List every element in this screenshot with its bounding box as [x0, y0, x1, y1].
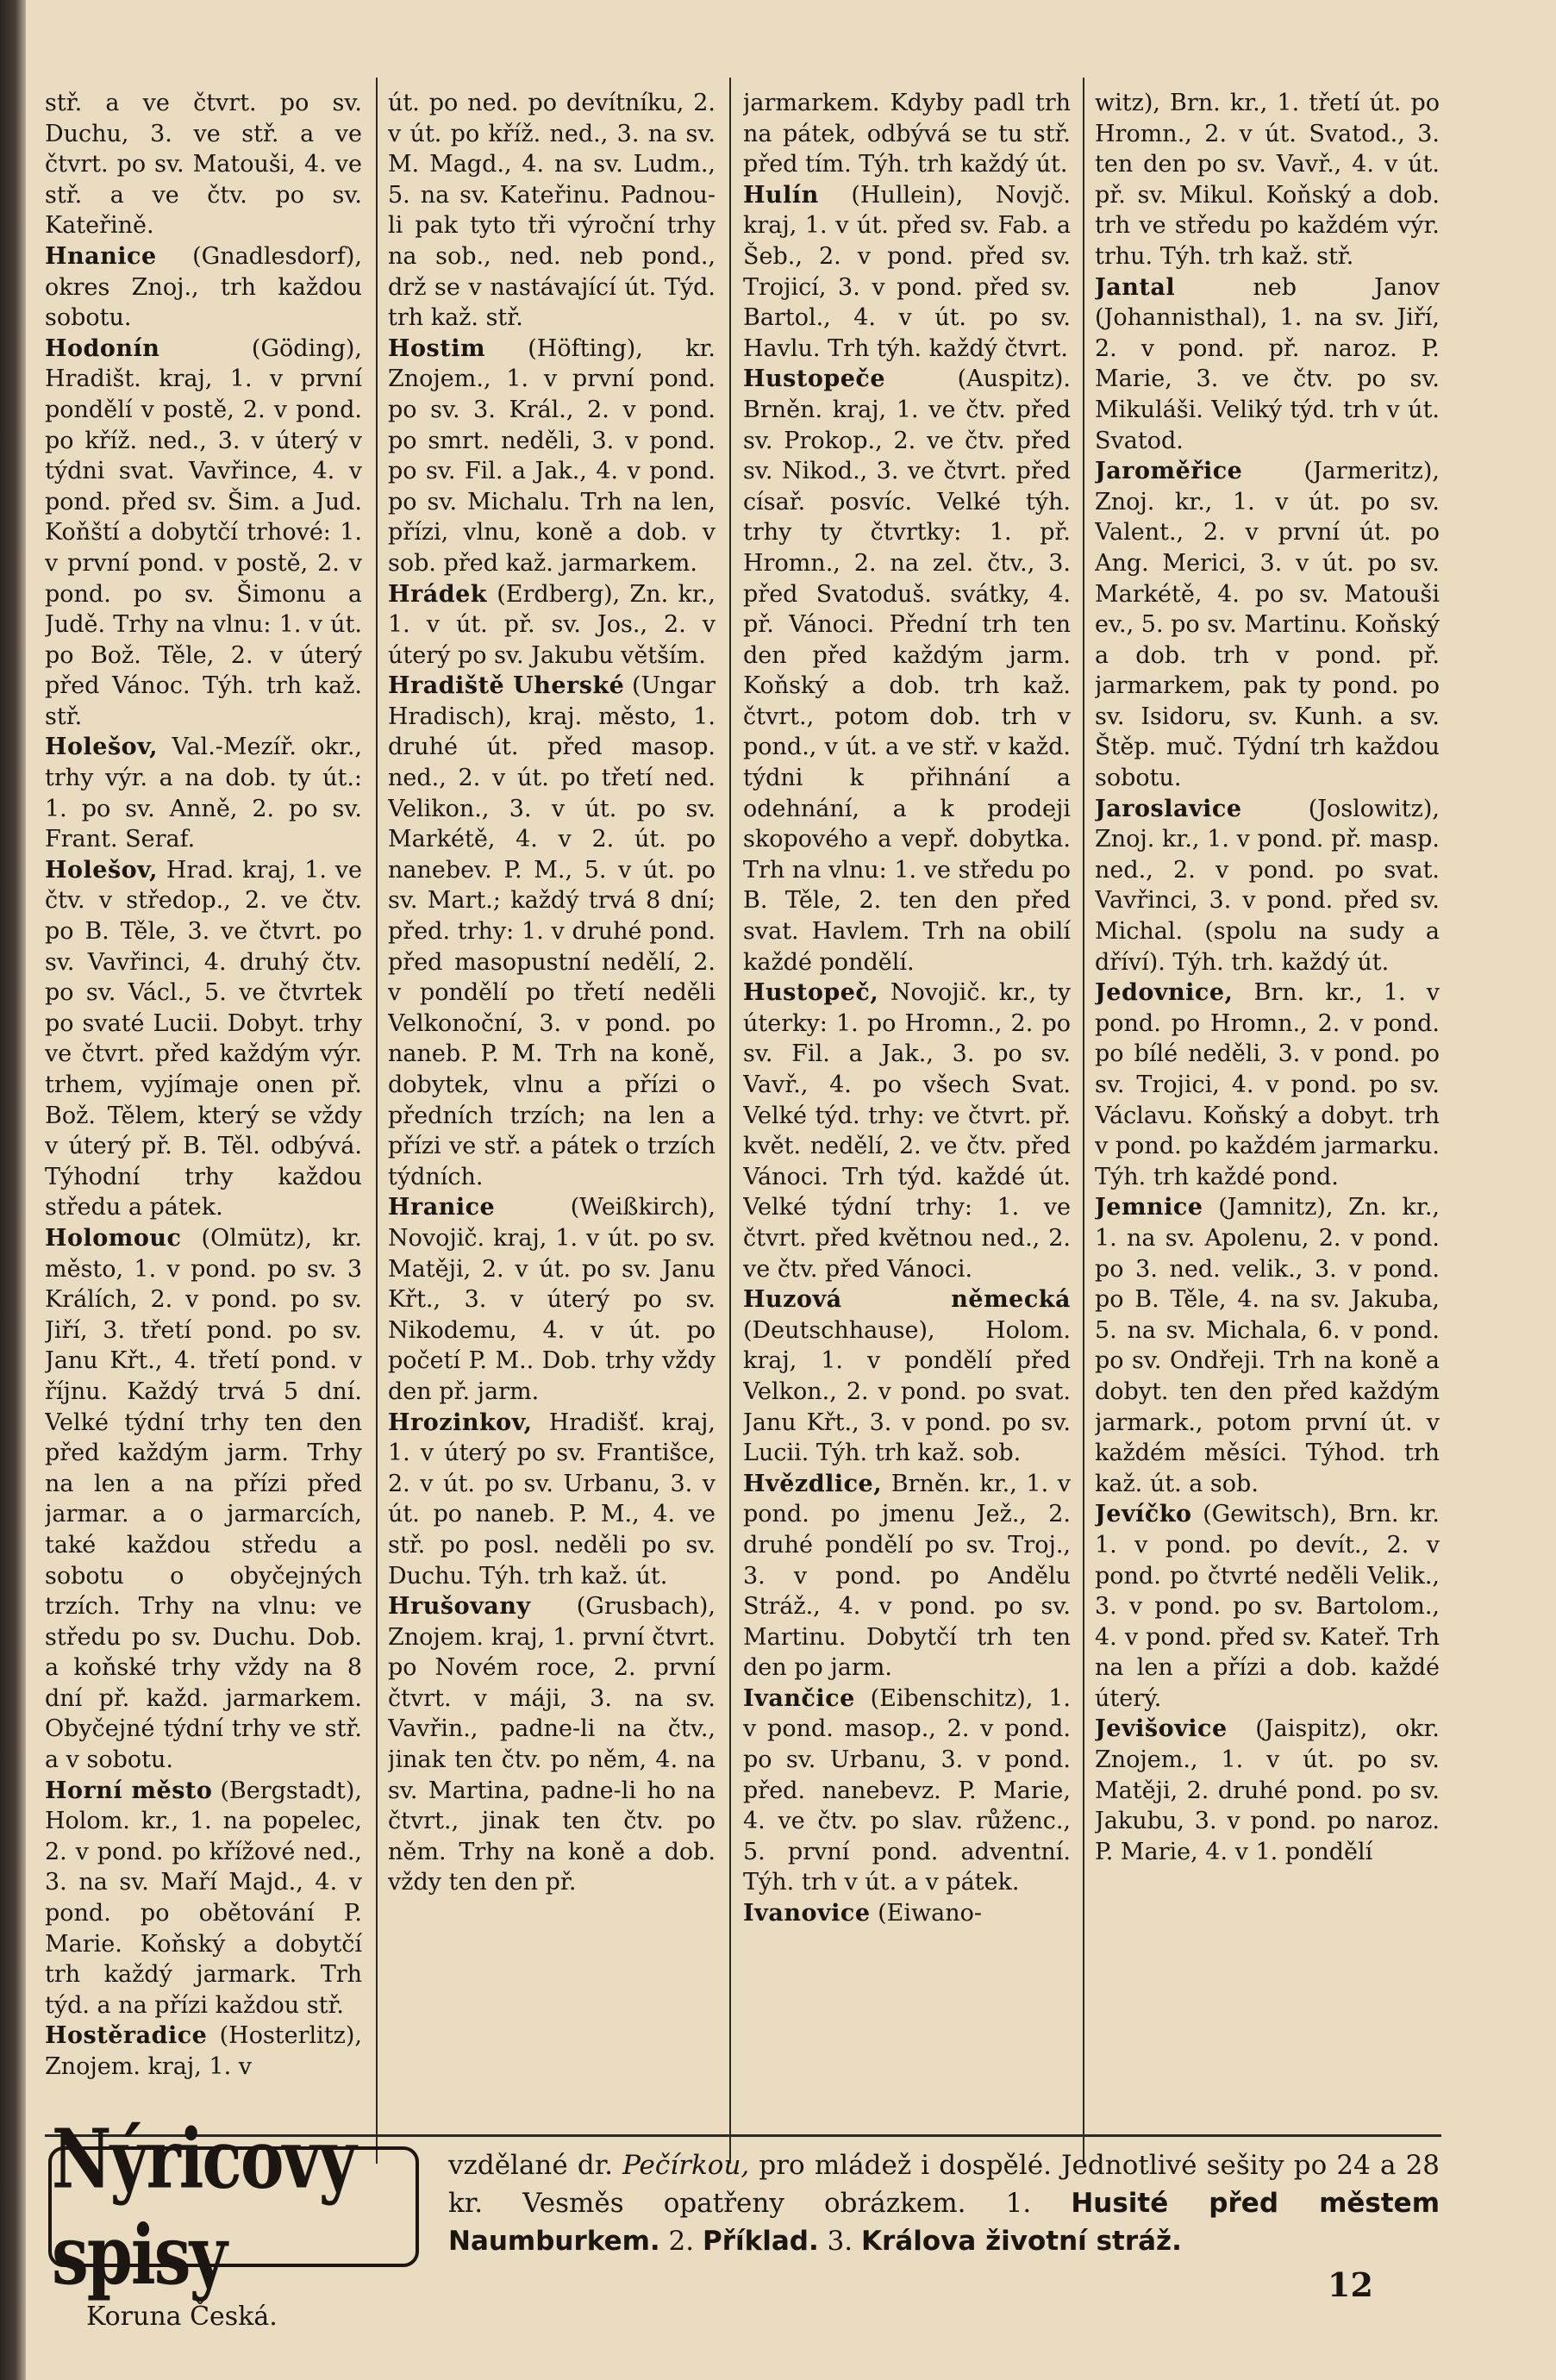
entry-headword: Jaroměřice [1095, 458, 1243, 485]
binding-edge [0, 0, 26, 2380]
market-entry [45, 334, 362, 733]
market-entry [1095, 1714, 1440, 1867]
entry-text: (Göding), Hradišt. kraj, 1. v první pondělí v postě, 2. v pond. po kříž. ned., 3. v úterý v týdni svat. Vavřince, 4. v pond. před sv. Šim. a Jud. Koňští a dobytčí trhové: 1. v první pond. v postě, 2. v pond. po sv. Šimonu a Judě. Trhy na vlnu: 1. v út. po Bož. Těle, 2. v úterý před Vánoc. Týh. trh kaž. stř. [45, 334, 362, 730]
market-entry [1095, 88, 1440, 272]
entry-text: (Grusbach), Znojem. kraj, 1. první čtvrt. po Novém roce, 2. první čtvrt. v máji, 3. na sv. Vavřin., padne-li na čtv., jinak ten čtv. po něm, 4. na sv. Martina, padne-li ho na čtvrt., jinak ten čtv. po něm. Trhy na koně a dob. vždy ten den př. [388, 1593, 716, 1896]
page-number: 12 [1328, 2265, 1373, 2304]
entry-headword: Hrozinkov, [388, 1409, 533, 1436]
text-column-2 [388, 88, 716, 2157]
entry-headword: Hvězdlice, [743, 1470, 883, 1497]
entry-headword: Jevíčko [1095, 1501, 1192, 1528]
entry-headword: Holešov, [45, 856, 159, 884]
ad-text-part: 2. [659, 2226, 703, 2257]
market-entry [45, 88, 362, 241]
market-entry [388, 1591, 716, 1898]
entry-text: stř. a ve čtvrt. po sv. Duchu, 3. ve stř. a ve čtvrt. po sv. Matouši, 4. ve stř. a ve čtv. po sv. Kateřině. [45, 90, 362, 240]
text-column-3 [743, 88, 1071, 2157]
entry-text: Hrad. kraj, 1. ve čtv. v středop., 2. ve čtv. po B. Těle, 3. ve čtvrt. po sv. Vavřinci, 4. druhý čtv. po sv. Václ., 5. ve čtvrtek po svaté Lucii. Dobyt. trhy ve čtvrt. před každým výr. trhem, vyjímaje onen př. Bož. Tělem, který se vždy v úterý př. B. Těl. odbývá. Týhodní trhy každou středu a pátek. [45, 856, 362, 1221]
entry-headword: Hranice [388, 1194, 496, 1221]
ad-book-title: Králova životní stráž. [861, 2226, 1182, 2257]
market-entry [1095, 794, 1440, 978]
entry-headword: Hostim [388, 334, 486, 362]
market-entry [743, 1898, 1071, 1929]
market-entry [45, 1776, 362, 2021]
ad-text-part: 3. [818, 2226, 862, 2257]
market-entry [743, 180, 1071, 365]
entry-text: (Hullein), Novjč. kraj, 1. v út. před sv. Fab. a Šeb., 2. v pond. před sv. Trojicí, 3. v pond. před sv. Bartol., 4. v út. po sv. Havlu. Trh týh. každý čtvrt. [743, 181, 1071, 362]
market-entry [388, 334, 716, 579]
entry-text: (Hosterlitz), Znojem. kraj, 1. v [45, 2022, 362, 2080]
market-entry [743, 364, 1071, 978]
entry-text: (Deutschhause), Holom. kraj, 1. v pondělí před Velkon., 2. v pond. po svat. Janu Křt., 3. v pond. po sv. Lucii. Týh. trh kaž. sob. [743, 1316, 1071, 1467]
entry-text: witz), Brn. kr., 1. třetí út. po Hromn., 2. v út. Svatod., 3. ten den po sv. Vavř., 4. v út. př. sv. Mikul. Koňský a dob. trh ve středu po každém výr. trhu. Týh. trh kaž. stř. [1095, 90, 1440, 270]
market-entry [45, 732, 362, 854]
market-entry [45, 2021, 362, 2082]
entry-text: (Weißkirch), Novojič. kraj, 1. v út. po sv. Matěji, 2. v út. po sv. Janu Křt., 3. v úterý po sv. Nikodemu, 4. v út. po početí P. M.. Dob. trhy vždy den př. jarm. [388, 1194, 716, 1405]
entry-headword: Hustopeče [743, 365, 885, 393]
entry-text: (Erdberg), Zn. kr., 1. v út. př. sv. Jos., 2. v úterý po sv. Jakubu větším. [388, 580, 716, 669]
entry-text: Brněn. kr., 1. v pond. po jmenu Jež., 2. druhé pondělí po sv. Troj., 3. v pond. po Andělu Stráž., 4. v pond. po sv. Martinu. Dobytčí trh ten den po jarm. [743, 1470, 1071, 1682]
entry-text: jarmarkem. Kdyby padl trh na pátek, odbývá se tu stř. před tím. Týh. trh každý út. [743, 90, 1071, 178]
advertisement-title: Nýricovy spisy [52, 2110, 355, 2303]
entry-text: (Jaispitz), okr. Znojem., 1. v út. po sv. Matěji, 2. druhé pond. po sv. Jakubu, 3. v pond. po naroz. P. Marie, 4. v 1. pondělí [1095, 1715, 1440, 1865]
market-entry [388, 1192, 716, 1407]
entry-headword: Jemnice [1095, 1194, 1203, 1221]
entry-text: (Auspitz). Brněn. kraj, 1. ve čtv. před sv. Prokop., 2. ve čtv. před sv. Nikod., 3. ve čtvrt. před císař. posvíc. Velké týh. trhy ty čtvrtky: 1. př. Hromn., 2. na zel. čtv., 3. před Svatoduš. svátky, 4. př. Vánoci. Přední trh ten den před každým jarm. Koňský a dob. trh kaž. čtvrt., potom dob. trh v pond., v út. a ve stř. v každ. týdni k přihnání a odehnání, a k prodeji skopového a vepř. dobytka. Trh na vlnu: 1. ve středu po B. Těle, 2. ten den před svat. Havlem. Trh na obilí každé pondělí. [743, 365, 1071, 976]
entry-headword: Hodonín [45, 334, 160, 362]
column-rule [1083, 78, 1084, 2164]
entry-headword: Holomouc [45, 1224, 182, 1252]
market-entry [388, 671, 716, 1192]
text-column-1 [45, 88, 362, 2157]
entry-text: (Höfting), kr. Znojem., 1. v první pond. po sv. 3. Král., 2. v pond. po smrt. neděli, 3. v pond. po sv. Fil. a Jak., 4. v pond. po sv. Michalu. Trh na len, přízi, vlnu, koně a dob. v sob. před kaž. jarmarkem. [388, 334, 716, 577]
entry-headword: Hustopeč, [743, 979, 879, 1007]
market-entry [1095, 978, 1440, 1192]
entry-text: (Eibenschitz), 1. v pond. masop., 2. v pond. po sv. Urbanu, 3. v pond. před. nanebevz. P. Marie, 4. ve čtv. po slav. růženc., 5. první pond. adventní. Týh. trh v út. a v pátek. [743, 1684, 1071, 1896]
market-entry [1095, 1192, 1440, 1499]
text-column-4 [1095, 88, 1440, 2157]
entry-headword: Hrušovany [388, 1593, 531, 1621]
entry-headword: Jantal [1095, 273, 1176, 301]
market-entry [1095, 1499, 1440, 1714]
entry-text: (Jamnitz), Zn. kr., 1. na sv. Apolenu, 2. v pond. po 3. ned. velik., 3. v pond. po B. Těle, 4. na sv. Jakuba, 5. na sv. Michala, 6. v pond. po sv. Ondřeji. Trh na koně a dobyt. ten den před každým jarmark., potom první út. v každém měsíci. Týhod. trh kaž. út. a sob. [1095, 1194, 1440, 1497]
column-rule [376, 78, 378, 2164]
market-entry [1095, 456, 1440, 794]
entry-text: Hradišť. kraj, 1. v úterý po sv. Františce, 2. v út. po sv. Urbanu, 3. v út. po naneb. P. M., 4. ve stř. po posl. neděli po sv. Duchu. Týh. trh kaž. út. [388, 1409, 716, 1590]
entry-headword: Hrádek [388, 580, 487, 608]
entry-headword: Holešov, [45, 734, 159, 761]
advertisement-title-box [48, 2110, 419, 2303]
entry-headword: Hradiště Uherské [388, 672, 625, 700]
ad-book-title: Husité před městem Naumburkem. [448, 2188, 1440, 2257]
entry-headword: Hulín [743, 181, 819, 209]
market-entry [743, 1284, 1071, 1469]
market-entry [743, 1469, 1071, 1683]
ad-text-part: vzdělané dr. [448, 2150, 623, 2181]
ad-book-title: Příklad. [702, 2226, 819, 2257]
market-entry [45, 1223, 362, 1776]
column-rule [729, 78, 731, 2164]
market-entry [45, 855, 362, 1223]
entry-headword: Horní město [45, 1777, 213, 1804]
advertisement-text [448, 2146, 1440, 2260]
advertisement-subtitle: Koruna Česká. [86, 2302, 278, 2332]
entry-text: (Bergstadt), Holom. kr., 1. na popelec, 2. v pond. po křížové ned., 3. na sv. Maří Majd., 4. v pond. po obětování P. Marie. Koňský a dobytčí trh každý jarmark. Trh týd. a na přízi každou stř. [45, 1777, 362, 2019]
entry-headword: Jevišovice [1095, 1715, 1228, 1743]
entry-text: (Olmütz), kr. město, 1. v pond. po sv. 3 Králích, 2. v pond. po sv. Jiří, 3. třetí pond. po sv. Janu Křt., 4. třetí pond. v říjnu. Každý trvá 5 dní. Velké týdní trhy ten den před každým jarm. Trhy na len a na přízi před jarmar. a o jarmarcích, také každou středu a sobotu o obyčejných trzích. Trhy na vlnu: ve středu po sv. Duchu. Dob. a koňské trhy vždy na 8 dní př. každ. jarmarkem. Obyčejné týdní trhy ve stř. a v sobotu. [45, 1224, 362, 1774]
entry-headword: Ivanovice [743, 1900, 871, 1927]
market-entry [1095, 272, 1440, 457]
entry-text: neb Janov (Johannisthal), 1. na sv. Jiří, 2. v pond. př. naroz. P. Marie, 3. ve čtv. po sv. Mikuláši. Veliký týd. trh v út. Svatod. [1095, 273, 1440, 454]
ad-author: Pečírkou, [622, 2150, 750, 2181]
entry-headword: Ivančice [743, 1684, 855, 1712]
entry-text: Val.-Mezíř. okr., trhy výr. a na dob. ty út.: 1. po sv. Anně, 2. po sv. Frant. Seraf. [45, 734, 362, 853]
market-entry [45, 241, 362, 334]
entry-text: (Gewitsch), Brn. kr. 1. v pond. po devít., 2. v pond. po čtvrté neděli Velik., 3. v pond. po sv. Bartolom., 4. v pond. před sv. Kateř. Trh na len a přízi a dob. každé úterý. [1095, 1501, 1440, 1712]
entry-headword: Hostěradice [45, 2022, 208, 2050]
entry-text: (Joslowitz), Znoj. kr., 1. v pond. př. masp. ned., 2. v pond. po svat. Vavřinci, 3. v pond. před sv. Michal. (spolu na sudy a dříví). Týh. trh. každý út. [1095, 795, 1440, 976]
entry-text: (Gnadlesdorf), okres Znoj., trh každou sobotu. [45, 242, 362, 332]
market-entry [388, 88, 716, 334]
entry-text: Novojič. kr., ty úterky: 1. po Hromn., 2. po sv. Fil. a Jak., 3. po sv. Vavř., 4. po všech Svat. Velké týd. trhy: ve čtvrt. př. květ. nedělí, 2. ve čtv. před Vánoci. Trh týd. každé út. Velké týdní trhy: 1. ve čtvrt. před květnou ned., 2. ve čtv. před Vánoci. [743, 979, 1071, 1283]
ad-text-part: pro mládež i dospělé. Jednotlivé sešity po 24 a 28 kr. Vesměs opatřeny obrázkem. 1. [448, 2150, 1440, 2219]
entry-text: út. po ned. po devítníku, 2. v út. po kříž. ned., 3. na sv. M. Magd., 4. na sv. Ludm., 5. na sv. Kateřinu. Padnou-li pak tyto tři výroční trhy na sob., ned. neb pond., drž se v nastávající út. Týd. trh kaž. stř. [388, 90, 716, 332]
entry-headword: Jedovnice, [1095, 979, 1234, 1007]
entry-headword: Hnanice [45, 242, 157, 270]
market-entry [743, 88, 1071, 180]
entry-headword: Huzová německá [743, 1286, 1071, 1314]
market-entry [743, 1683, 1071, 1898]
entry-text: (Jarmeritz), Znoj. kr., 1. v út. po sv. Valent., 2. v první út. po Ang. Merici, 3. v út. po sv. Markétě, 4. po sv. Matouši ev., 5. po sv. Martinu. Koňský a dob. trh v pond. př. jarmarkem, pak ty pond. po sv. Isidoru, sv. Kunh. a sv. Štěp. muč. Týdní trh každou sobotu. [1095, 458, 1440, 792]
market-entry [743, 978, 1071, 1284]
entry-text: (Eiwano- [878, 1900, 982, 1927]
market-entry [388, 579, 716, 672]
entry-text: (Ungar Hradisch), kraj. město, 1. druhé út. před masop. ned., 2. v út. po třetí ned. Velikon., 3. v út. po sv. Markétě, 4. v 2. út. po nanebev. P. M., 5. v út. po sv. Mart.; každý trvá 8 dní; před. trhy: 1. v druhé pond. před masopustní nedělí, 2. v pondělí po třetí neděli Velkonoční, 3. v pond. po naneb. P. M. Trh na koně, dobytek, vlnu a přízi o předních trzích; na len a přízi ve stř. a pátek o trzích týdních. [388, 672, 716, 1190]
entry-headword: Jaroslavice [1095, 795, 1242, 822]
entry-text: Brn. kr., 1. v pond. po Hromn., 2. v pond. po bílé neděli, 3. v pond. po sv. Trojici, 4. v pond. po sv. Václavu. Koňský a dobyt. trh v pond. po každém jarmarku. Týh. trh každé pond. [1095, 979, 1440, 1190]
market-entry [388, 1408, 716, 1592]
